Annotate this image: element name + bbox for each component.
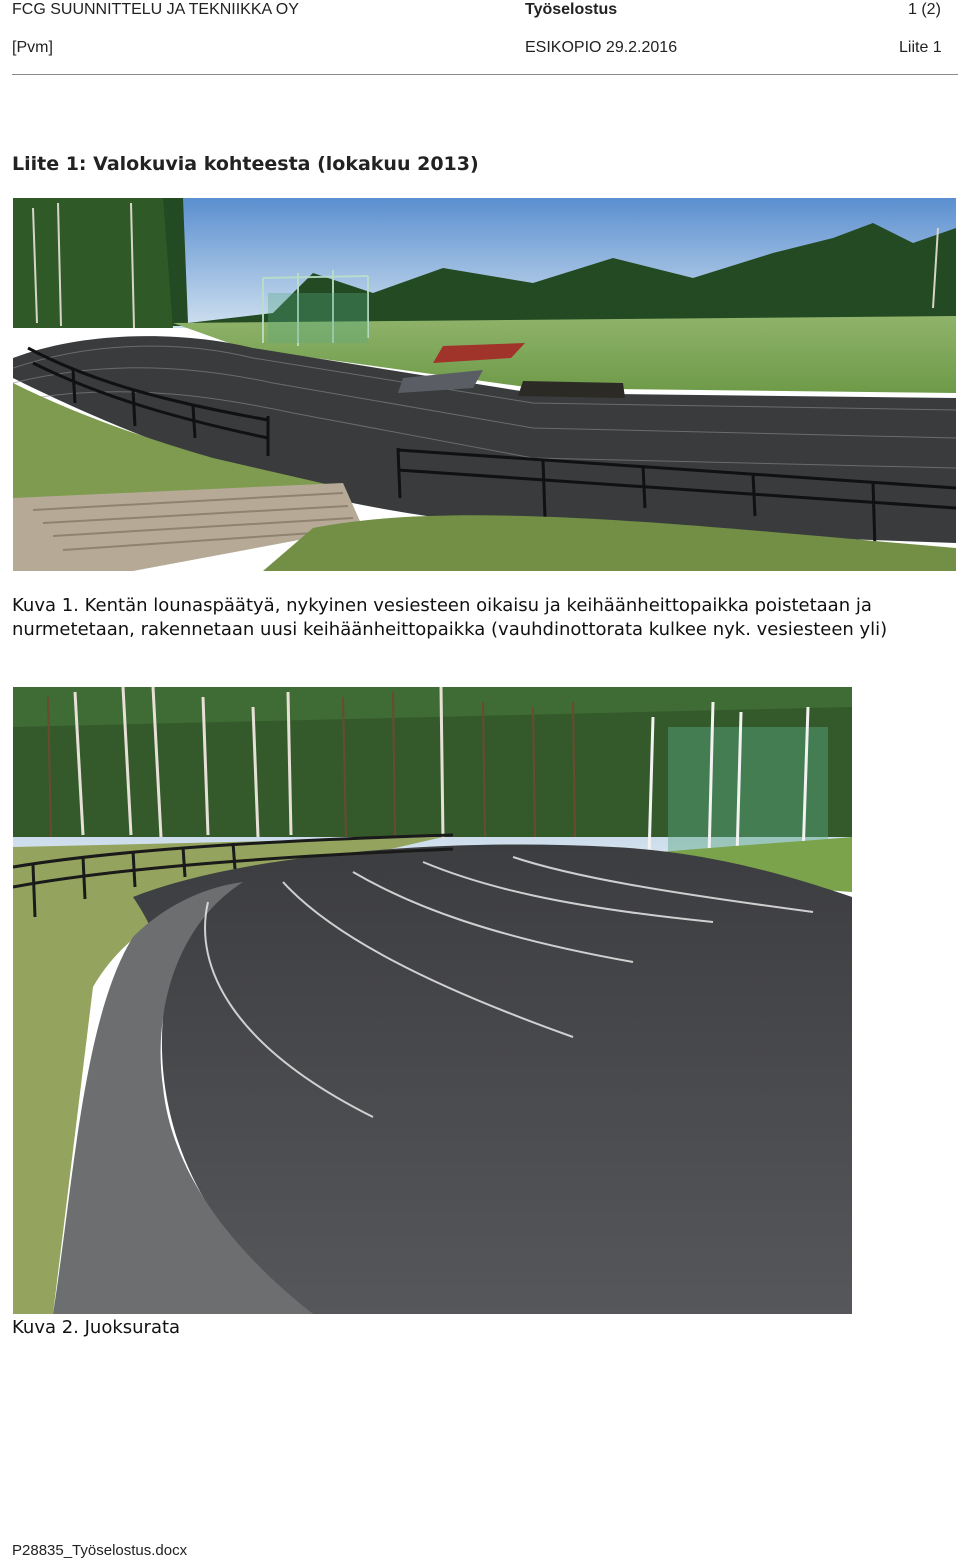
figure-2-caption: Kuva 2. Juoksurata bbox=[12, 1317, 181, 1338]
date-placeholder: [Pvm] bbox=[12, 39, 53, 56]
company-name: FCG SUUNNITTELU JA TEKNIIKKA OY bbox=[12, 1, 299, 18]
photo-stadium-overview bbox=[13, 198, 956, 571]
page-number: 1 (2) bbox=[908, 1, 941, 18]
footer-filename: P28835_Työselostus.docx bbox=[12, 1542, 188, 1559]
photo-running-track bbox=[13, 687, 852, 1314]
appendix-label: Liite 1 bbox=[899, 39, 942, 56]
figure-1-caption: Kuva 1. Kentän lounaspäätyä, nykyinen vesiesteen oikaisu ja keihäänheittopaikka poistetaan ja nurmetetaan, rakennetaan uusi keihäänheittopaikka (vauhdinottorata kulkee nyk. vesiesteen yli) bbox=[12, 595, 888, 640]
section-title: Liite 1: Valokuvia kohteesta (lokakuu 2013) bbox=[12, 153, 479, 175]
copy-label: ESIKOPIO 29.2.2016 bbox=[525, 39, 678, 56]
document-type: Työselostus bbox=[525, 1, 618, 18]
header-divider bbox=[12, 74, 958, 75]
